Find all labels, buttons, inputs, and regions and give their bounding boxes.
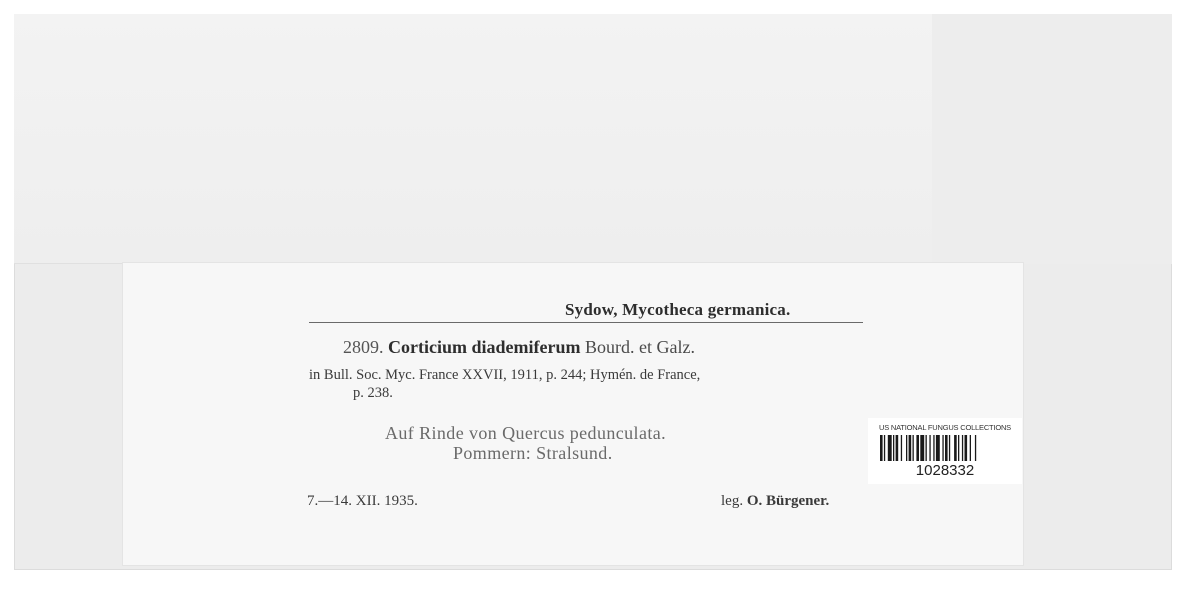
specimen-label [122,262,1024,566]
citation-line-2: p. 238. [353,385,393,401]
collector-prefix: leg. [721,493,744,509]
species-name: Corticium diademiferum [388,337,581,357]
species-authority: Bourd. et Galz. [584,337,695,357]
series-title: Sydow, Mycotheca germanica. [565,300,791,319]
citation-line-1: in Bull. Soc. Myc. France XXVII, 1911, p. 244; Hymén. de France, [309,367,701,383]
collection-date: 7.—14. XII. 1935. [307,493,418,509]
barcode-icon [880,435,1010,461]
locality-text: Pommern: Stralsund. [453,443,613,463]
barcode-label [868,418,1022,484]
barcode-number: 1028332 [915,462,975,479]
envelope-side-panel [932,14,1172,264]
collector-name: O. Bürgener. [746,493,830,509]
substrate-text: Auf Rinde von Quercus pedunculata. [385,423,667,443]
barcode-header: US NATIONAL FUNGUS COLLECTIONS [879,423,1011,432]
title-rule [309,322,863,323]
specimen-number: 2809. [343,337,384,357]
collector [721,493,829,510]
species-line [343,337,695,358]
